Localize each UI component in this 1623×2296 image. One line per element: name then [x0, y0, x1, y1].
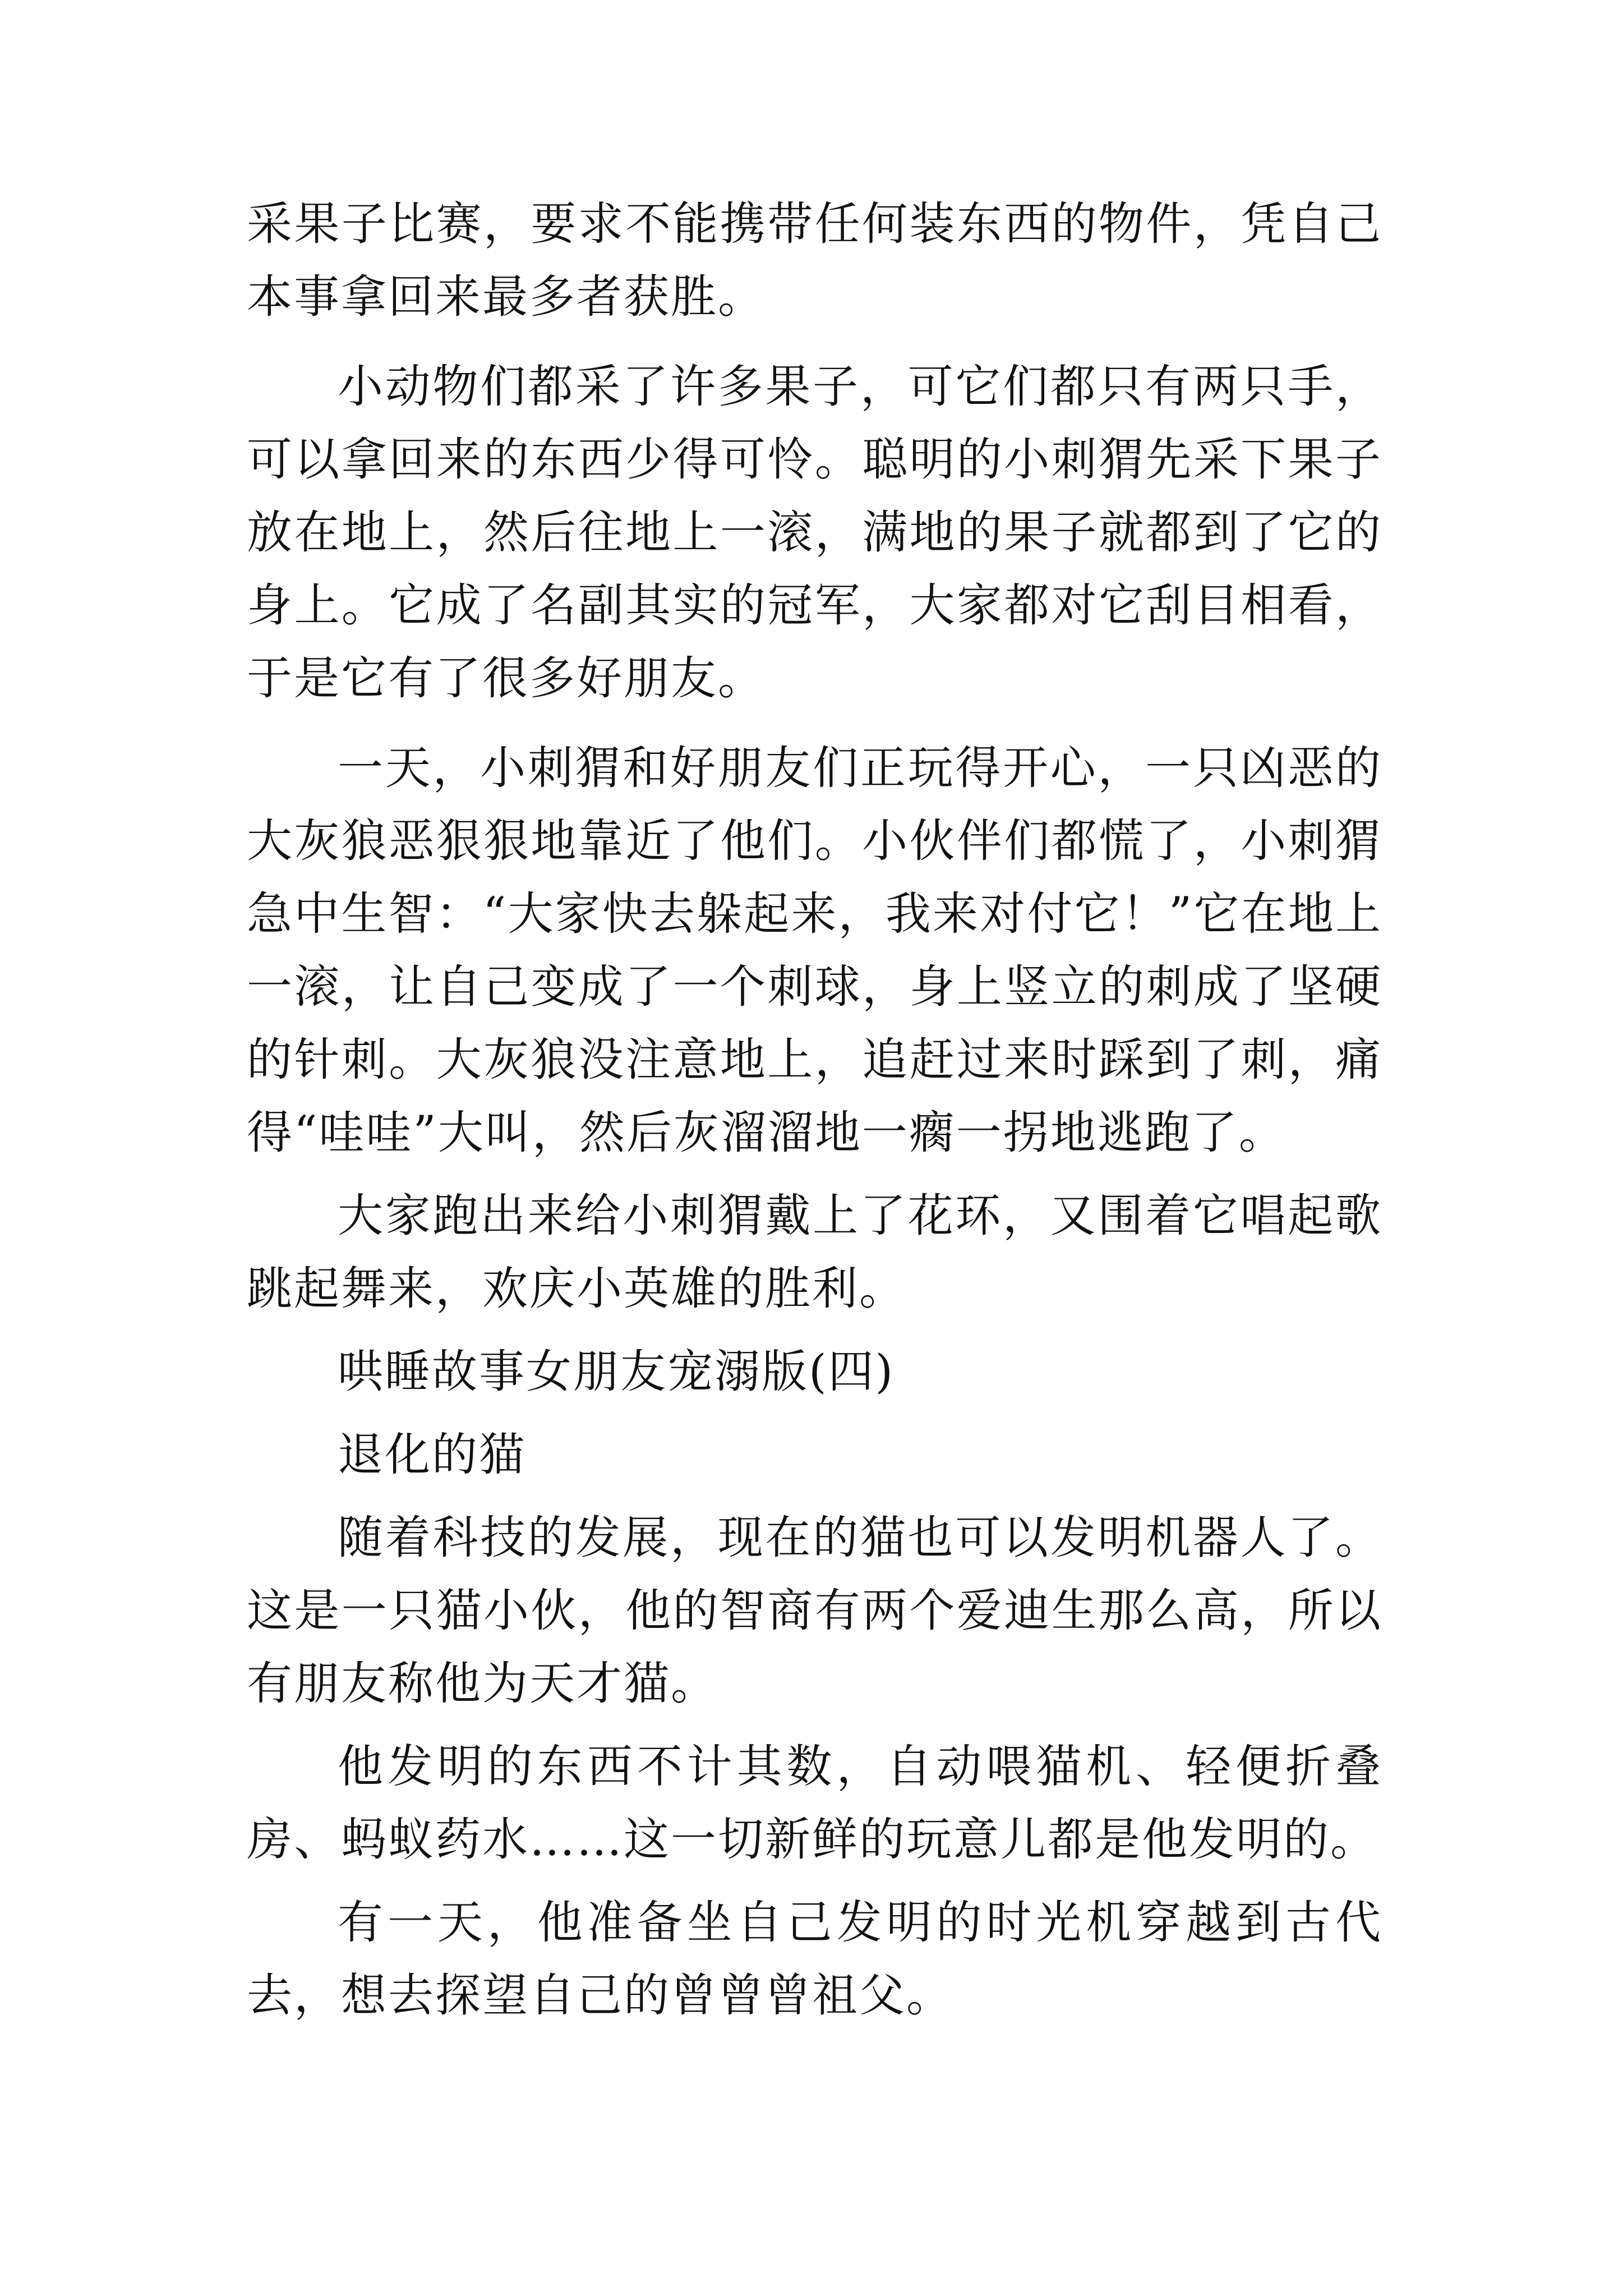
paragraph: 大家跑出来给小刺猬戴上了花环，又围着它唱起歌跳起舞来，欢庆小英雄的胜利。 [247, 1190, 1382, 1315]
paragraph: 有一天，他准备坐自己发明的时光机穿越到古代去，想去探望自己的曾曾曾祖父。 [247, 1897, 1382, 2022]
paragraph: 一天，小刺猬和好朋友们正玩得开心，一只凶恶的大灰狼恶狠狠地靠近了他们。小伙伴们都慌了，小刺猬急中生智：“大家快去躲起来，我来对付它！”它在地上一滚，让自己变成了一个刺球，身上竖立的刺成了坚硬的针刺。大灰狼没注意地上，追赶过来时踩到了刺，痛得“哇哇”大叫，然后灰溜溜地一瘸一拐地逃跑了。 [247, 742, 1382, 1159]
paragraph: 随着科技的发展，现在的猫也可以发明机器人了。这是一只猫小伙，他的智商有两个爱迪生那么高，所以有朋友称他为天才猫。 [247, 1512, 1382, 1710]
paragraph-continued: 采果子比赛，要求不能携带任何装东西的物件，凭自己本事拿回来最多者获胜。 [247, 198, 1382, 324]
paragraph: 他发明的东西不计其数，自动喂猫机、轻便折叠房、蚂蚁药水……这一切新鲜的玩意儿都是他发明的。 [247, 1741, 1382, 1866]
document-body [247, 188, 1382, 2032]
paragraph: 小动物们都采了许多果子，可它们都只有两只手，可以拿回来的东西少得可怜。聪明的小刺猬先采下果子放在地上，然后往地上一滚，满地的果子就都到了它的身上。它成了名副其实的冠军，大家都对它刮目相看，于是它有了很多好朋友。 [247, 361, 1382, 705]
story-title: 退化的猫 [338, 1429, 527, 1481]
section-heading: 哄睡故事女朋友宠溺版(四) [338, 1346, 895, 1398]
